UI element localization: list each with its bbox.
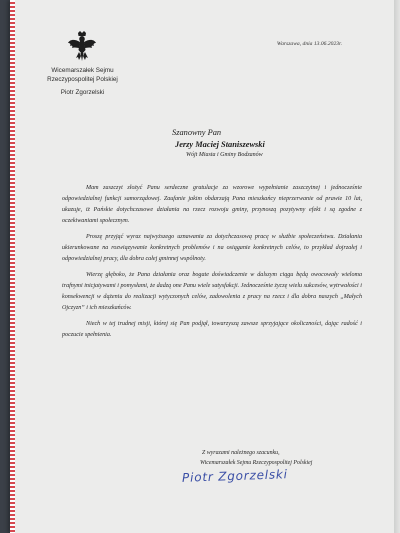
sender-office-line-1: Wicemarszałek Sejmu xyxy=(51,67,114,74)
recipient-salutation: Szanowny Pan xyxy=(172,128,222,137)
sender-block xyxy=(20,67,145,98)
recipient-block xyxy=(172,127,265,160)
sender-name: Piotr Zgorzelski xyxy=(60,89,105,97)
sender-office-line-2: Rzeczypospolitej Polskiej xyxy=(47,75,118,83)
closing-office: Wicemarszałek Sejmu Rzeczypospolitej Polskiej xyxy=(200,459,313,466)
page-edge xyxy=(394,0,400,533)
closing-block xyxy=(200,449,312,468)
letter-date: Warszawa, dnia 13.06.2023r. xyxy=(276,41,342,47)
body-paragraph: Mam zaszczyt złożyć Panu serdeczne gratulacje za wzorowe wypełnianie zaszczytnej i jednocześnie odpowiedzialnej funkcji samorządowej. Zaufanie jakim obdarzają Pana mieszkańcy nieprzerwanie od prawie 10 lat, ukazuje, iż Pańskie dotychczasowe działania na rzecz rozwoju gminy, przynoszą pozytywny efekt i są zgodne z oczekiwaniami społecznym. xyxy=(62,185,362,224)
recipient-title: Wójt Miasta i Gminy Bodzanów xyxy=(186,152,263,158)
eagle-emblem-icon xyxy=(67,30,97,62)
closing-regards: Z wyrazami należnego szacunku, xyxy=(202,450,280,456)
recipient-name: Jerzy Maciej Staniszewski xyxy=(175,140,265,149)
letter-body xyxy=(62,183,362,347)
handwritten-signature: Piotr Zgorzelski xyxy=(181,467,289,485)
body-paragraph: Niech w tej trudnej misji, której się Pan podjął, towarzyszą zawsze sprzyjające okoliczności, dając radość i poczucie spełnienia. xyxy=(62,321,362,339)
body-paragraph: Wierzę głęboko, że Pana działania oraz bogate doświadczenie w dalszym ciągu będą owocowały wieloma trafnymi inicjatywami i pomysłami, że dadzą one Panu wiele satysfakcji. Jednocześnie życzę wielu sukcesów, wytrwałości i konsekwencji w dążeniu do realizacji wytyczonych celów, zadowolenia z pracy na rzecz i dla dobra naszych „Małych Ojczyzn” i ich mieszkańców. xyxy=(62,272,362,312)
body-paragraph: Proszę przyjąć wyraz najwyższego uznawania za dotychczasową pracę w służbie społeczeństwu. Działania ukierunkowane na rozwiązywanie konkretnych problemów i na osiąganie konkretnych celów, to przykład dojrzałej i odpowiedzialnej pracy, dla dobra całej gminnej wspólnoty. xyxy=(62,234,362,262)
red-white-stripe xyxy=(10,0,15,533)
